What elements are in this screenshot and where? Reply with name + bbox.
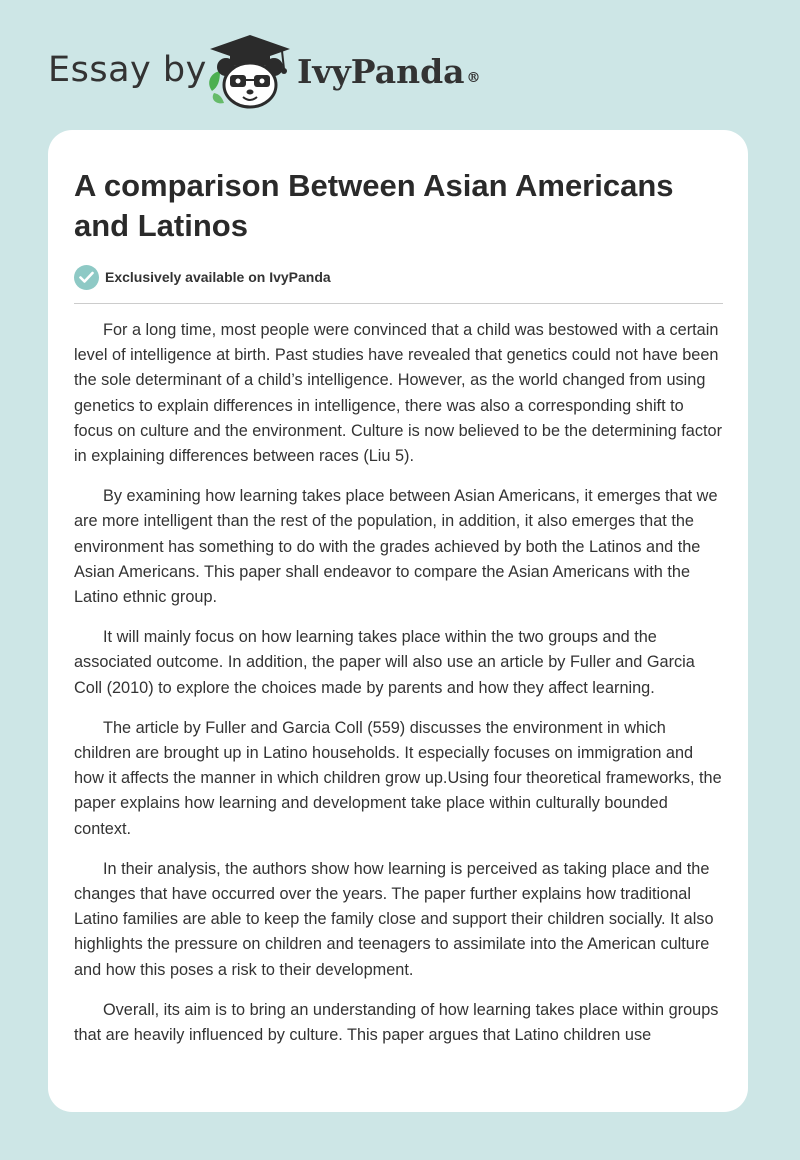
check-circle-icon <box>74 265 99 290</box>
paragraph: In their analysis, the authors show how learning is perceived as taking place and the changes that have occurred over the years. The paper further explains how traditional Latino families are able to keep the family close and support their children socially. It also highlights the pressure on children and teenagers to assimilate into the American culture and how this poses a risk to their development. <box>74 859 714 979</box>
essay-body <box>74 318 726 1063</box>
divider <box>74 303 723 304</box>
paragraph: It will mainly focus on how learning takes place within the two groups and the associated outcome. In addition, the paper will also use an article by Fuller and Garcia Coll (2010) to explore the choices made by parents and how they affect learning. <box>74 628 695 697</box>
registered-mark: ® <box>466 70 481 86</box>
essay-card <box>48 130 748 1112</box>
brand-name[interactable] <box>297 50 481 94</box>
badge-label: Exclusively available on IvyPanda <box>105 269 331 285</box>
paragraph: The article by Fuller and Garcia Coll (559) discusses the environment in which children are brought up in Latino households. It especially focuses on immigration and how it affects the manner in which children grow up.Using four theoretical frameworks, the paper explains how learning and development take place within culturally bounded context. <box>74 718 722 838</box>
paragraph: For a long time, most people were convinced that a child was bestowed with a certain level of intelligence at birth. Past studies have revealed that genetics could not have been the sole determinant of a child’s intelligence. However, as the world changed from using genetics to explain differences in intelligence, there was also a corresponding shift to focus on culture and the environment. Culture is now believed to be the determining factor in explaining differences between races (Liu 5). <box>74 321 723 466</box>
panda-logo-icon[interactable] <box>200 33 292 109</box>
brand-text: IvyPanda <box>297 52 465 91</box>
paragraph: By examining how learning takes place between Asian Americans, it emerges that we are more intelligent than the rest of the population, in addition, it also emerges that the environment has something to do with the grades achieved by both the Latinos and the Asian Americans. This paper shall endeavor to compare the Asian Americans with the Latino ethnic group. <box>74 487 718 607</box>
essay-title: A comparison Between Asian Americans and Latinos <box>74 168 674 243</box>
exclusive-badge <box>74 264 331 290</box>
essay-by-label: Essay by <box>48 50 207 90</box>
paragraph: Overall, its aim is to bring an understanding of how learning takes place within groups that are heavily influenced by culture. This paper argues that Latino children use <box>74 1000 719 1045</box>
site-header <box>0 0 800 120</box>
